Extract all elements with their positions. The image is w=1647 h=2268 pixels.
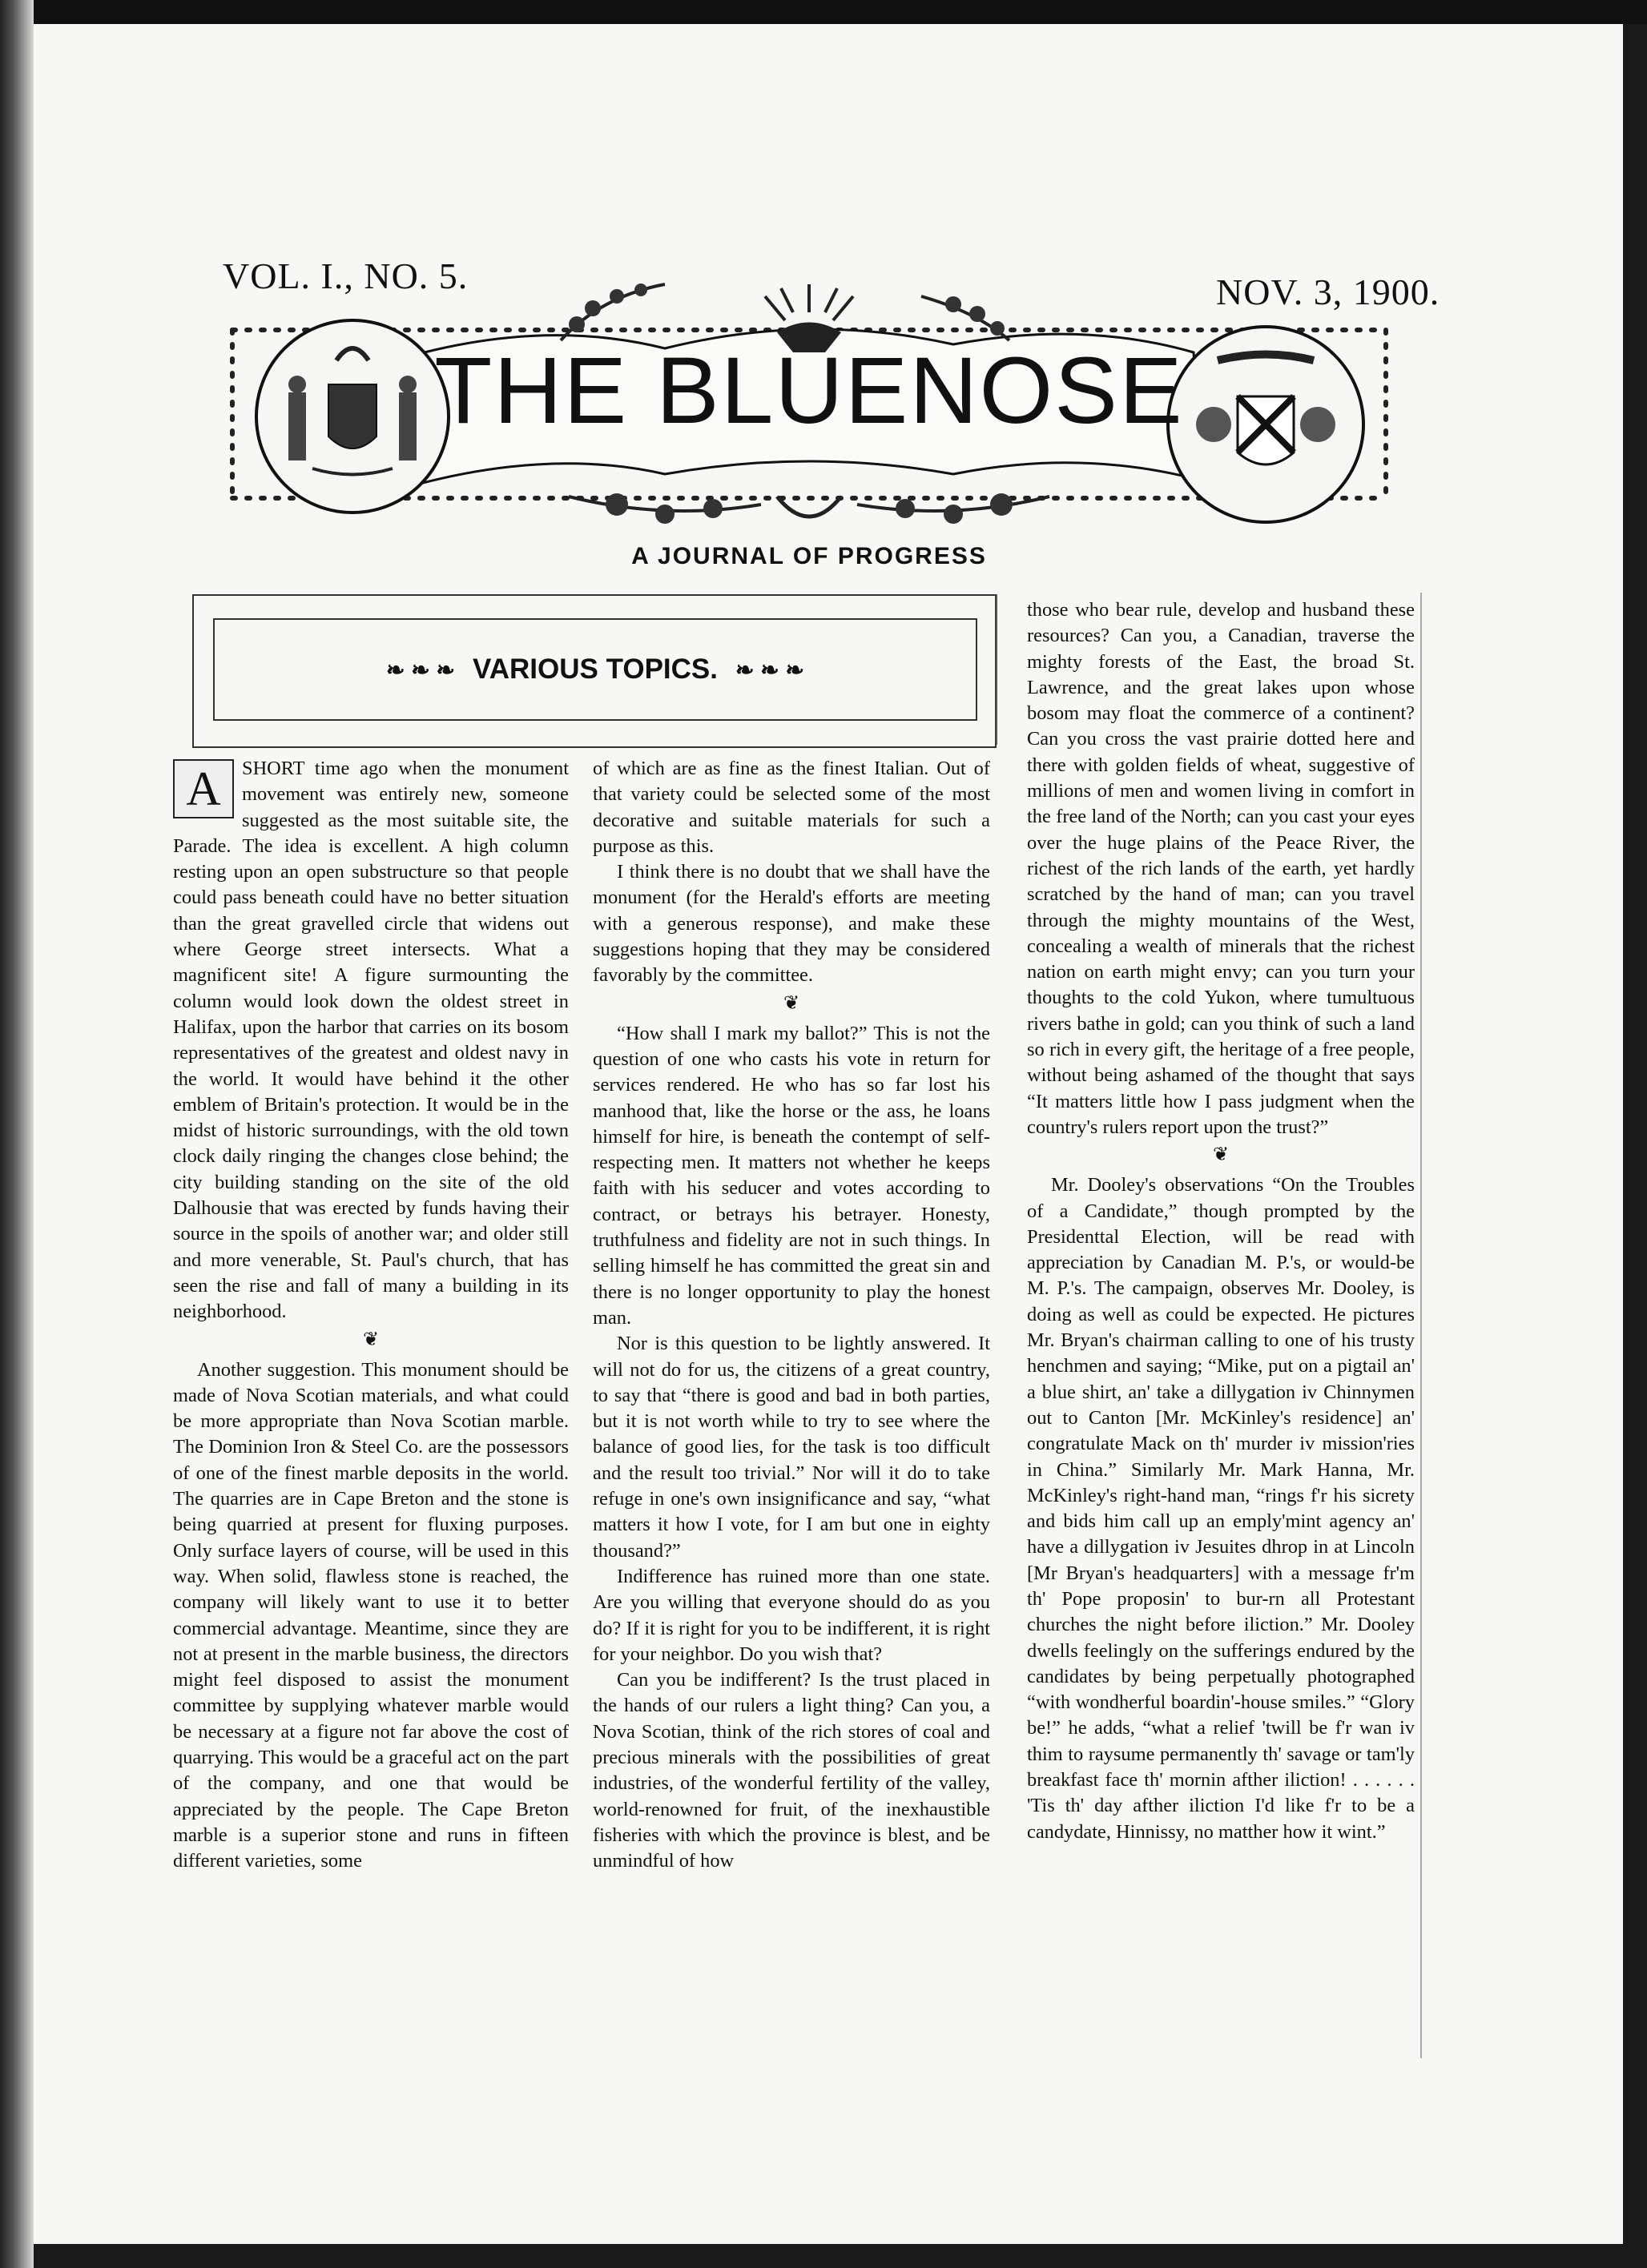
ornament-right: ❧ ❧ ❧ [735,657,804,682]
issue-date: NOV. 3, 1900. [1216,271,1440,312]
divider-ornament-2: ❦ [783,992,800,1014]
col2-paragraph-1: of which are as fine as the finest Italian. Out of that variety could be selected some of the most decorative and suitable materials for such a purpose as this. [593,758,990,857]
scan-left-edge [0,0,34,2268]
section-heading-frame [192,594,997,748]
scan-top-border [0,0,1647,24]
right-margin-rule [1420,593,1422,2058]
col2-paragraph-2: I think there is no doubt that we shall have the monument (for the Herald's efforts are meeting with a generous response), and make these suggestions hoping that they may be considered favorably by the committee. [593,861,990,987]
col2-paragraph-3: “How shall I mark my ballot?” This is not the question of one who casts his vote in return for services rendered. He who has so far lost his manhood that, like the horse or the ass, he loans himself for hire, is beneath the contempt of self-respecting men. It matters not whether he keeps faith with his seducer and votes according to contract, or betrays his betrayer. Honesty, truthfulness and fidelity are not in such things. In selling himself he has committed the great sin and there is no longer opportunity to play the honest man. [593,1022,990,1329]
divider-ornament-1: ❦ [362,1329,380,1350]
ornament-left: ❧ ❧ ❧ [386,657,455,682]
column-1 [173,756,569,1874]
col3-paragraph-1: those who bear rule, develop and husband these resources? Can you, a Canadian, traverse the mighty forests of the East, the broad St. Lawrence, and the great lakes upon whose bosom may float the commerce of a continent? Can you cross the vast prairie dotted here and there with golden fields of wheat, suggestive of millions of men and women living in comfort in the free land of the North; can you cast your eyes over the huge plains of the Peace River, the richest of the rich lands of the earth, yet hardly scratched by the hand of man; can you travel through the mighty mountains of the West, concealing a wealth of minerals that the richest nation on earth might envy; can you turn your thoughts to the cold Yukon, where tumultuous rivers bathe in gold; can you think of such a land so rich in every gift, the heritage of a free people, without being ashamed of the thought that says “It matters little how I pass judgment when the country's rulers report upon the trust?” [1027,599,1415,1138]
divider-ornament-3: ❦ [1212,1144,1230,1166]
volume-number: VOL. I., NO. 5. [223,255,469,296]
col2-paragraph-6: Can you be indifferent? Is the trust placed in the hands of our rulers a light thing? Can you, a Nova Scotian, think of the rich stores of coal and precious minerals with the possibilities of great industries, of the wonderful fertility of the valley, world-renowned for fruit, of the inexhaustible fisheries with which the province is blest, and be unmindful of how [593,1669,990,1872]
col2-paragraph-4: Nor is this question to be lightly answered. It will not do for us, the citizens of a great country, to say that “there is good and bad in both parties, but it is not worth while to try to see where the balance of good lies, for the task is too difficult and the result too trivial.” Nor will it do to take refuge in one's own insignificance and say, “what matters it how I vote, for I am but one in eighty thousand?” [593,1333,990,1562]
newspaper-title: THE BLUENOSE [434,338,1184,444]
column-2 [593,756,990,1874]
newspaper-subtitle: A JOURNAL OF PROGRESS [631,543,987,569]
col1-paragraph-1: SHORT time ago when the monument movement was entirely new, someone suggested as the most suitable site, the Parade. The idea is excellent. A high column resting upon an open substructure so that people could pass beneath could have no better situation than the great gravelled circle that widens out where George street intersects. What a magnificent site! A figure surmounting the column would look down the oldest street in Halifax, upon the harbor that carries on its bosom representatives of the greatest and oldest navy in the world. It would have behind it the other emblem of Britain's protection. It would be in the midst of historic surroundings, with the old town clock daily ringing the changes close behind; the city building standing on the site of the old Dalhousie that was erected by funds having their source in the spoils of another war; and older still and more venerable, St. Paul's church, that has seen the rise and fall of many a building in its neighborhood. [173,758,569,1323]
col1-paragraph-2: Another suggestion. This monument should be made of Nova Scotian materials, and what could be more appropriate than Nova Scotian marble. The Dominion Iron & Steel Co. are the possessors of one of the finest marble deposits in the world. The quarries are in Cape Breton and the stone is being quarried at present for fluxing purposes. Only surface layers of course, will be used in this way. When solid, flawless stone is reached, the company will likely want to use it to better commercial advantage. Meantime, since they are not at present in the marble business, the directors might feel disposed to assist the monument committee by supplying whatever marble would be necessary at a figure not far above the cost of quarrying. This would be a graceful act on the part of the company, and one that would be appreciated by the people. The Cape Breton marble is a superior stone and runs in fifteen different varieties, some [173,1358,569,1872]
column-3 [1027,597,1415,1845]
section-heading-inner-frame [213,618,977,721]
masthead [216,264,1402,569]
box-right-rule [996,594,997,745]
section-heading: VARIOUS TOPICS. [473,653,718,685]
col3-paragraph-2: Mr. Dooley's observations “On the Troubles of a Candidate,” though prompted by the Presidenttal Election, will be read with appreciation by Canadian M. P.'s, or would-be M. P.'s. The campaign, observes Mr. Dooley, is doing as well as could be expected. He pictures Mr. Bryan's chairman calling to one of his trusty henchmen and saying; “Mike, put on a pigtail an' a blue shirt, an' take a dillygation iv Chinnymen out to Canton [Mr. McKinley's residence] an' congratulate Mack on th' murder iv mission'ries in China.” Similarly Mr. Mark Hanna, Mr. McKinley's right-hand man, “rings f'r his sicrety and bids him call up an emply'mint agency an' have a dillygation iv Jesuites dhrop in at Lincoln [Mr Bryan's headquarters] with a message fr'm th' Pope proposin' to bur-rn all Protestant churches the night before iliction.” Mr. Dooley dwells feelingly on the sufferings endured by the candidates by being perpetually photographed “with wondherful boardin'-house smiles.” “Glory be!” he adds, “what a relief 'twill be f'r wan iv thim to raysume permanently th' savage or tam'ly breakfast face th' mornin afther iliction! . . . . . . 'Tis th' day afther iliction I'd like f'r to be a candydate, Hinnissy, no matther how it wint.” [1027,1174,1415,1843]
drop-cap: A [173,759,234,818]
col2-paragraph-5: Indifference has ruined more than one state. Are you willing that everyone should do as you do? If it is right for you to be indifferent, it is right for your neighbor. Do you wish that? [593,1565,990,1665]
